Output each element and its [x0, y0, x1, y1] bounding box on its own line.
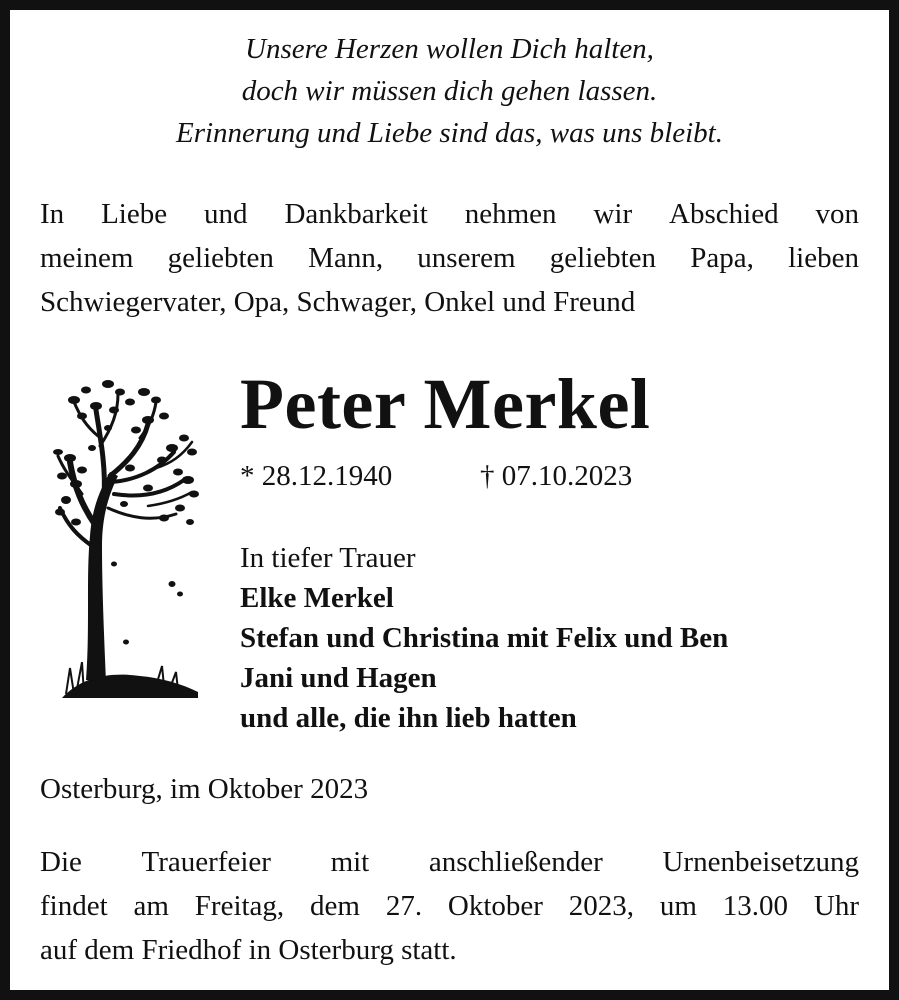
word: Papa,	[690, 242, 754, 274]
word: dem	[310, 890, 360, 922]
poem-line: Unsere Herzen wollen Dich halten,	[245, 33, 654, 65]
poem	[40, 28, 859, 154]
word: Abschied	[669, 198, 779, 230]
word: um	[659, 890, 697, 922]
word: und	[204, 198, 248, 230]
word: 13.00	[722, 890, 789, 922]
funeral-info	[40, 840, 859, 972]
deceased-name: Peter Merkel	[240, 364, 651, 444]
intro-text	[40, 192, 859, 324]
word: Mann,	[308, 242, 384, 274]
word: unserem	[417, 242, 516, 274]
word: meinem	[40, 242, 134, 274]
place-date: Osterburg, im Oktober 2023	[40, 773, 369, 805]
word: findet	[40, 890, 108, 922]
word: von	[815, 198, 859, 230]
word: Dankbarkeit	[284, 198, 428, 230]
word: wir	[593, 198, 633, 230]
word: Uhr	[813, 890, 859, 922]
word: anschließender	[428, 846, 603, 878]
word: Die	[40, 846, 82, 878]
word: Oktober	[447, 890, 543, 922]
tree-icon	[52, 376, 202, 708]
word: 2023,	[568, 890, 635, 922]
mourners-intro: In tiefer Trauer	[240, 542, 416, 574]
word: Liebe	[101, 198, 168, 230]
word: Trauerfeier	[141, 846, 271, 878]
word: lieben	[788, 242, 859, 274]
mourner-name: Stefan und Christina mit Felix und Ben	[240, 622, 729, 654]
intro-line-3: Schwiegervater, Opa, Schwager, Onkel und Freund	[40, 286, 636, 318]
funeral-line-1	[40, 840, 859, 884]
word: Freitag,	[194, 890, 285, 922]
word: geliebten	[549, 242, 657, 274]
word: Urnenbeisetzung	[662, 846, 859, 878]
word: 27.	[385, 890, 423, 922]
funeral-line-2	[40, 884, 859, 928]
death-date: † 07.10.2023	[480, 460, 633, 492]
funeral-line-3: auf dem Friedhof in Osterburg statt.	[40, 934, 457, 966]
mourners	[240, 538, 728, 738]
mourner-name: Jani und Hagen	[240, 662, 437, 694]
poem-line: doch wir müssen dich gehen lassen.	[241, 75, 658, 107]
word: geliebten	[167, 242, 274, 274]
intro-line-2	[40, 236, 859, 280]
mourner-name: und alle, die ihn lieb hatten	[240, 702, 577, 734]
life-dates	[240, 456, 633, 496]
intro-line-1	[40, 192, 859, 236]
word: mit	[330, 846, 370, 878]
word: In	[40, 198, 65, 230]
mourner-name: Elke Merkel	[240, 582, 394, 614]
birth-date: * 28.12.1940	[240, 460, 393, 492]
word: am	[133, 890, 169, 922]
poem-line: Erinnerung und Liebe sind das, was uns bleibt.	[176, 117, 723, 149]
word: nehmen	[464, 198, 557, 230]
